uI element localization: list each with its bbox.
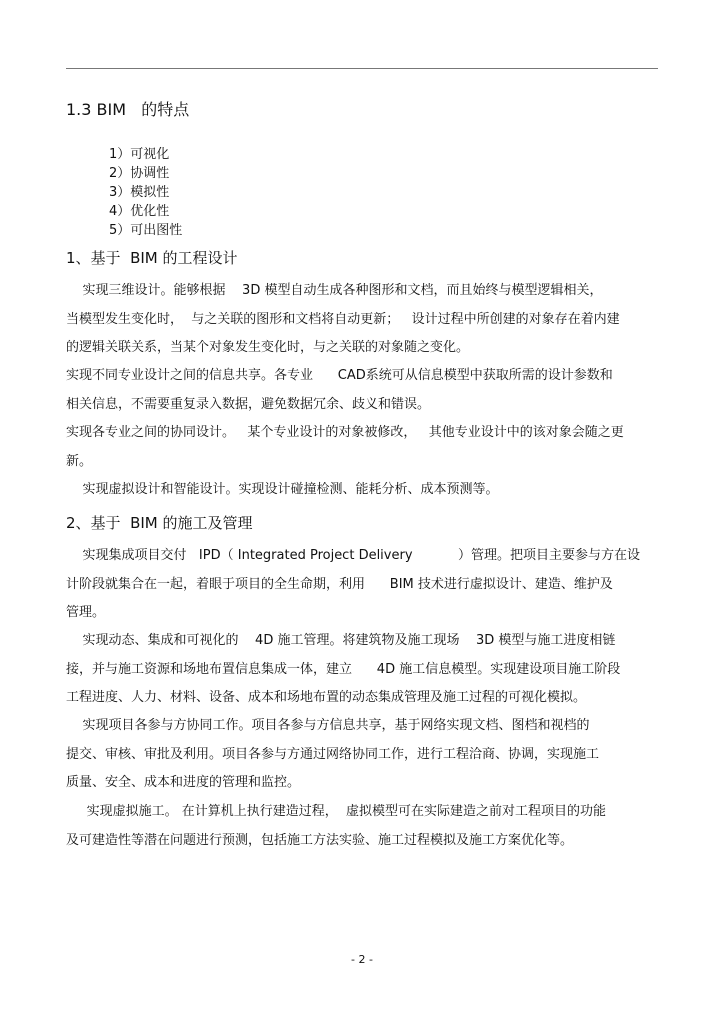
list-item: 1）可视化 — [109, 147, 170, 162]
page-number: - 2 - — [351, 953, 373, 966]
text-line: 质量、安全、成本和进度的管理和监控。 — [66, 775, 301, 790]
list-item: 2）协调性 — [109, 166, 170, 181]
section2-title: 2、基于 BIM 的施工及管理 — [66, 514, 253, 532]
text-line: 计阶段就集合在一起，着眼于项目的全生命期，利用 BIM 技术进行虚拟设计、建造、维护及 — [66, 576, 613, 592]
text-line: 实现三维设计。能够根据 3D 模型自动生成各种图形和文档，而且始终与模型逻辑相关， — [66, 283, 603, 298]
feature-list — [109, 145, 182, 240]
text-line: 实现集成项目交付 IPD（ Integrated Project Delivery ）管理。把项目主要参与方在设 — [66, 548, 640, 563]
text-line: 当模型发生变化时， 与之关联的图形和文档将自动更新； 设计过程中所创建的对象存在着内建 — [66, 311, 620, 327]
text-line: 实现项目各参与方协同工作。项目各参与方信息共享，基于网络实现文档、图档和视档的 — [66, 718, 590, 733]
text-line: 提交、审核、审批及利用。项目各参与方通过网络协同工作，进行工程洽商、协调，实现施工 — [66, 746, 600, 762]
text-line: 实现不同专业设计之间的信息共享。各专业 CAD系统可从信息模型中获取所需的设计参数和 — [66, 368, 613, 383]
text-line: 接，并与施工资源和场地布置信息集成一体，建立 4D 施工信息模型。实现建设项目施工阶段 — [66, 661, 621, 677]
section1-title: 1、基于 BIM 的工程设计 — [66, 249, 238, 267]
section1-paragraph-4 — [66, 476, 662, 505]
text-line: 实现动态、集成和可视化的 4D 施工管理。将建筑物及施工现场 3D 模型与施工进度相链 — [66, 633, 616, 648]
list-item: 5）可出图性 — [109, 223, 183, 238]
list-item: 4）优化性 — [109, 204, 170, 219]
section1-paragraph-3 — [66, 419, 662, 476]
section2-paragraph-4 — [66, 798, 662, 855]
section2-paragraph-3 — [66, 712, 662, 798]
header-rule — [66, 68, 658, 69]
section2-paragraph-2 — [66, 627, 662, 713]
section-heading-bim-features: 1.3 BIM 的特点 — [66, 100, 190, 119]
text-line: 实现各专业之间的协同设计。 某个专业设计的对象被修改， 其他专业设计中的该对象会随之更 — [66, 425, 624, 440]
section1-paragraph-1 — [66, 277, 662, 363]
text-line: 的逻辑关联关系，当某个对象发生变化时，与之关联的对象随之变化。 — [66, 340, 470, 355]
section1-paragraph-2 — [66, 362, 662, 419]
text-line: 相关信息，不需要重复录入数据，避免数据冗余、歧义和错误。 — [66, 396, 431, 412]
section2-paragraph-1 — [66, 542, 662, 628]
text-line: 实现虚拟设计和智能设计。实现设计碰撞检测、能耗分析、成本预测等。 — [66, 482, 499, 497]
text-line: 及可建造性等潜在问题进行预测，包括施工方法实验、施工过程模拟及施工方案优化等。 — [66, 832, 574, 848]
list-item: 3）模拟性 — [109, 185, 170, 200]
text-line: 实现虚拟施工。 在计算机上执行建造过程， 虚拟模型可在实际建造之前对工程项目的功能 — [66, 804, 607, 819]
text-line: 工程进度、人力、材料、设备、成本和场地布置的动态集成管理及施工过程的可视化模拟。 — [66, 690, 587, 705]
text-line: 管理。 — [66, 605, 106, 620]
text-line: 新。 — [66, 453, 93, 469]
